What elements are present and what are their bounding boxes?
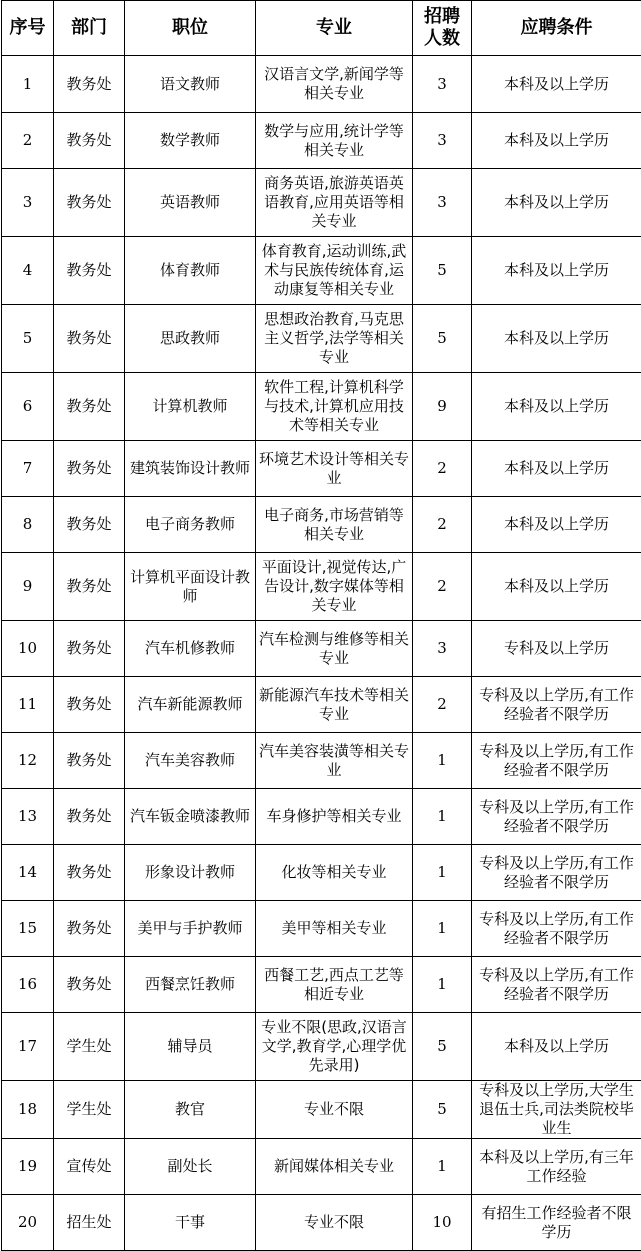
- recruitment-table: [1, 0, 641, 1251]
- cell-position: 辅导员: [125, 1013, 256, 1081]
- cell-department: 宣传处: [54, 1139, 125, 1195]
- cell-index: 18: [2, 1081, 54, 1139]
- cell-count: 3: [413, 169, 472, 237]
- cell-requirements: 本科及以上学历: [472, 305, 641, 373]
- cell-count: 5: [413, 237, 472, 305]
- cell-major: 专业不限(思政,汉语言文学,教育学,心理学优先录用): [256, 1013, 413, 1081]
- cell-index: 5: [2, 305, 54, 373]
- cell-position: 形象设计教师: [125, 845, 256, 901]
- cell-position: 计算机教师: [125, 373, 256, 441]
- table-row: [2, 1013, 641, 1081]
- cell-index: 6: [2, 373, 54, 441]
- header-department: 部门: [54, 1, 125, 56]
- cell-requirements: 本科及以上学历: [472, 169, 641, 237]
- cell-index: 7: [2, 441, 54, 497]
- cell-major: 美甲等相关专业: [256, 901, 413, 957]
- header-index: 序号: [2, 1, 54, 56]
- cell-major: 数学与应用,统计学等相关专业: [256, 113, 413, 169]
- cell-department: 招生处: [54, 1195, 125, 1251]
- cell-index: 3: [2, 169, 54, 237]
- cell-requirements: 专科及以上学历: [472, 621, 641, 677]
- cell-index: 1: [2, 56, 54, 113]
- cell-index: 13: [2, 789, 54, 845]
- cell-index: 8: [2, 497, 54, 553]
- cell-position: 思政教师: [125, 305, 256, 373]
- cell-major: 专业不限: [256, 1081, 413, 1139]
- cell-position: 电子商务教师: [125, 497, 256, 553]
- cell-department: 学生处: [54, 1013, 125, 1081]
- cell-requirements: 本科及以上学历: [472, 113, 641, 169]
- cell-position: 副处长: [125, 1139, 256, 1195]
- cell-position: 西餐烹饪教师: [125, 957, 256, 1013]
- cell-department: 教务处: [54, 789, 125, 845]
- cell-count: 1: [413, 789, 472, 845]
- cell-index: 17: [2, 1013, 54, 1081]
- cell-major: 软件工程,计算机科学与技术,计算机应用技术等相关专业: [256, 373, 413, 441]
- table-row: [2, 621, 641, 677]
- cell-department: 教务处: [54, 901, 125, 957]
- cell-index: 20: [2, 1195, 54, 1251]
- cell-count: 2: [413, 677, 472, 733]
- cell-major: 汽车美容装潢等相关专业: [256, 733, 413, 789]
- cell-requirements: 本科及以上学历: [472, 373, 641, 441]
- cell-major: 思想政治教育,马克思主义哲学,法学等相关专业: [256, 305, 413, 373]
- cell-major: 新闻媒体相关专业: [256, 1139, 413, 1195]
- cell-requirements: 专科及以上学历,大学生退伍士兵,司法类院校毕业生: [472, 1081, 641, 1139]
- cell-requirements: 本科及以上学历: [472, 56, 641, 113]
- cell-count: 10: [413, 1195, 472, 1251]
- table-row: [2, 733, 641, 789]
- cell-requirements: 本科及以上学历: [472, 497, 641, 553]
- cell-index: 19: [2, 1139, 54, 1195]
- cell-position: 汽车机修教师: [125, 621, 256, 677]
- cell-count: 3: [413, 113, 472, 169]
- cell-department: 教务处: [54, 305, 125, 373]
- cell-count: 1: [413, 733, 472, 789]
- cell-index: 16: [2, 957, 54, 1013]
- cell-requirements: 本科及以上学历,有三年工作经验: [472, 1139, 641, 1195]
- table-row: [2, 373, 641, 441]
- table-row: [2, 169, 641, 237]
- cell-count: 5: [413, 1013, 472, 1081]
- cell-requirements: 专科及以上学历,有工作经验者不限学历: [472, 677, 641, 733]
- cell-index: 4: [2, 237, 54, 305]
- cell-count: 3: [413, 621, 472, 677]
- cell-department: 教务处: [54, 237, 125, 305]
- cell-count: 1: [413, 1139, 472, 1195]
- cell-requirements: 专科及以上学历,有工作经验者不限学历: [472, 901, 641, 957]
- cell-department: 教务处: [54, 56, 125, 113]
- cell-major: 汉语言文学,新闻学等相关专业: [256, 56, 413, 113]
- cell-index: 12: [2, 733, 54, 789]
- cell-major: 体育教育,运动训练,武术与民族传统体育,运动康复等相关专业: [256, 237, 413, 305]
- cell-index: 10: [2, 621, 54, 677]
- table-row: [2, 441, 641, 497]
- cell-position: 美甲与手护教师: [125, 901, 256, 957]
- table-row: [2, 497, 641, 553]
- table-row: [2, 677, 641, 733]
- cell-position: 语文教师: [125, 56, 256, 113]
- cell-major: 环境艺术设计等相关专业: [256, 441, 413, 497]
- cell-index: 11: [2, 677, 54, 733]
- cell-requirements: 专科及以上学历,有工作经验者不限学历: [472, 789, 641, 845]
- header-row: [2, 1, 641, 56]
- cell-major: 新能源汽车技术等相关专业: [256, 677, 413, 733]
- table-row: [2, 1195, 641, 1251]
- cell-position: 计算机平面设计教师: [125, 553, 256, 621]
- cell-major: 平面设计,视觉传达,广告设计,数字媒体等相关专业: [256, 553, 413, 621]
- cell-major: 化妆等相关专业: [256, 845, 413, 901]
- table-row: [2, 237, 641, 305]
- cell-requirements: 有招生工作经验者不限学历: [472, 1195, 641, 1251]
- header-major: 专业: [256, 1, 413, 56]
- cell-requirements: 专科及以上学历,有工作经验者不限学历: [472, 957, 641, 1013]
- cell-department: 教务处: [54, 621, 125, 677]
- cell-department: 教务处: [54, 169, 125, 237]
- table-row: [2, 553, 641, 621]
- cell-department: 教务处: [54, 373, 125, 441]
- header-requirements: 应聘条件: [472, 1, 641, 56]
- cell-position: 建筑装饰设计教师: [125, 441, 256, 497]
- cell-major: 车身修护等相关专业: [256, 789, 413, 845]
- table-row: [2, 845, 641, 901]
- header-position: 职位: [125, 1, 256, 56]
- table-row: [2, 957, 641, 1013]
- cell-requirements: 本科及以上学历: [472, 441, 641, 497]
- cell-index: 14: [2, 845, 54, 901]
- cell-department: 教务处: [54, 113, 125, 169]
- cell-department: 教务处: [54, 733, 125, 789]
- cell-requirements: 专科及以上学历,有工作经验者不限学历: [472, 733, 641, 789]
- table-row: [2, 305, 641, 373]
- cell-position: 体育教师: [125, 237, 256, 305]
- cell-department: 学生处: [54, 1081, 125, 1139]
- cell-major: 专业不限: [256, 1195, 413, 1251]
- cell-department: 教务处: [54, 441, 125, 497]
- cell-department: 教务处: [54, 553, 125, 621]
- cell-requirements: 本科及以上学历: [472, 237, 641, 305]
- cell-count: 3: [413, 56, 472, 113]
- cell-count: 1: [413, 901, 472, 957]
- cell-count: 9: [413, 373, 472, 441]
- cell-major: 西餐工艺,西点工艺等相近专业: [256, 957, 413, 1013]
- cell-position: 干事: [125, 1195, 256, 1251]
- cell-department: 教务处: [54, 677, 125, 733]
- cell-index: 9: [2, 553, 54, 621]
- cell-position: 教官: [125, 1081, 256, 1139]
- cell-requirements: 专科及以上学历,有工作经验者不限学历: [472, 845, 641, 901]
- table-row: [2, 901, 641, 957]
- cell-count: 2: [413, 441, 472, 497]
- table-row: [2, 1081, 641, 1139]
- cell-department: 教务处: [54, 845, 125, 901]
- cell-requirements: 本科及以上学历: [472, 553, 641, 621]
- cell-major: 商务英语,旅游英语英语教育,应用英语等相关专业: [256, 169, 413, 237]
- cell-position: 数学教师: [125, 113, 256, 169]
- cell-position: 汽车钣金喷漆教师: [125, 789, 256, 845]
- cell-major: 汽车检测与维修等相关专业: [256, 621, 413, 677]
- cell-index: 15: [2, 901, 54, 957]
- cell-position: 汽车新能源教师: [125, 677, 256, 733]
- cell-major: 电子商务,市场营销等相关专业: [256, 497, 413, 553]
- cell-requirements: 本科及以上学历: [472, 1013, 641, 1081]
- cell-count: 5: [413, 1081, 472, 1139]
- cell-department: 教务处: [54, 957, 125, 1013]
- table-row: [2, 1139, 641, 1195]
- header-count: 招聘人数: [413, 1, 472, 56]
- cell-count: 2: [413, 553, 472, 621]
- cell-department: 教务处: [54, 497, 125, 553]
- cell-position: 汽车美容教师: [125, 733, 256, 789]
- cell-index: 2: [2, 113, 54, 169]
- table-row: [2, 789, 641, 845]
- table-row: [2, 113, 641, 169]
- cell-count: 1: [413, 845, 472, 901]
- cell-position: 英语教师: [125, 169, 256, 237]
- cell-count: 2: [413, 497, 472, 553]
- table-row: [2, 56, 641, 113]
- cell-count: 1: [413, 957, 472, 1013]
- cell-count: 5: [413, 305, 472, 373]
